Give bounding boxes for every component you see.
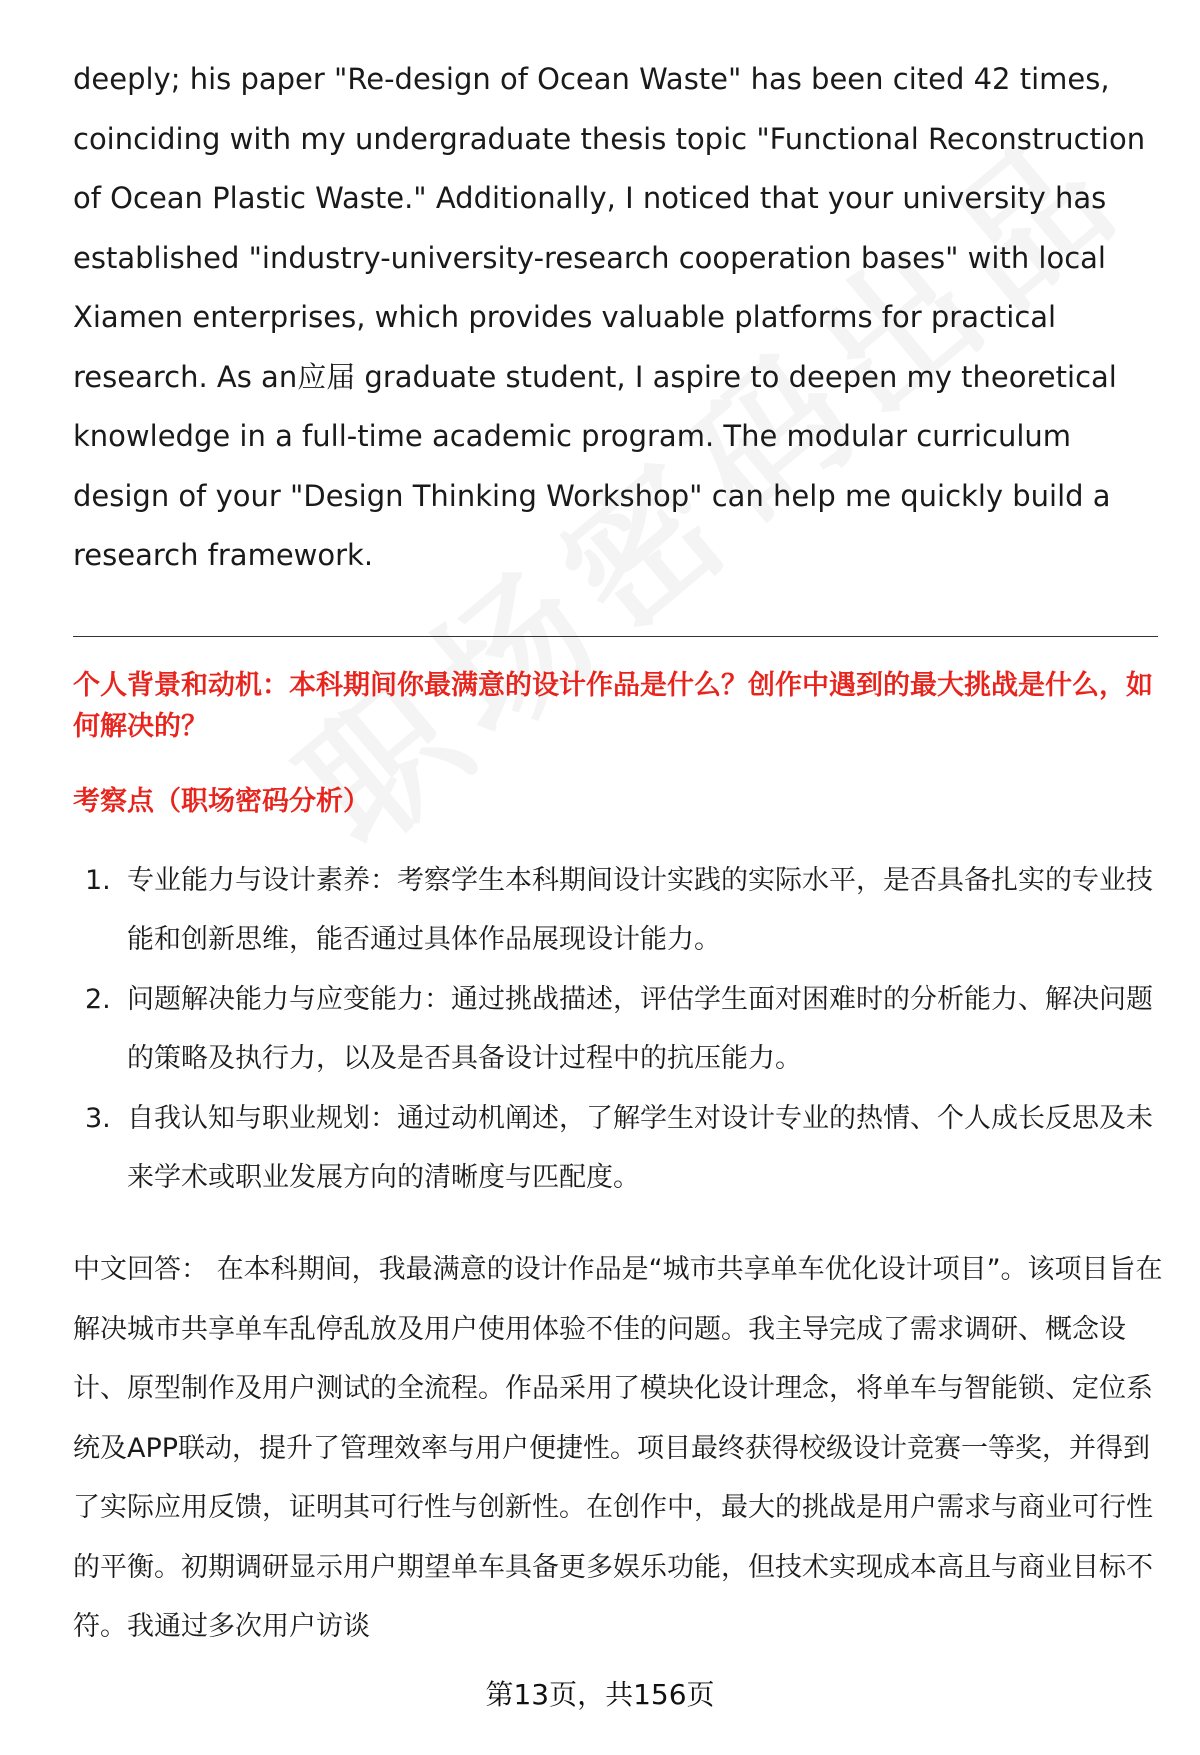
assessment-points-list — [73, 851, 1158, 1208]
chinese-answer-paragraph: 中文回答： 在本科期间，我最满意的设计作品是“城市共享单车优化设计项目”。该项目旨在解决城市共享单车乱停乱放及用户使用体验不佳的问题。我主导完成了需求调研、概念设计、原型制作及用户测试的全流程。作品采用了模块化设计理念，将单车与智能锁、定位系统及APP联动，提升了管理效率与用户便捷性。项目最终获得校级设计竞赛一等奖，并得到了实际应用反馈，证明其可行性与创新性。在创作中，最大的挑战是用户需求与商业可行性的平衡。初期调研显示用户期望单车具备更多娱乐功能，但技术实现成本高且与商业目标不符。我通过多次用户访谈 — [73, 1254, 1163, 1642]
list-item — [73, 851, 1158, 969]
question-heading: 个人背景和动机：本科期间你最满意的设计作品是什么？创作中遇到的最大挑战是什么，如何解决的？ — [73, 670, 1153, 742]
english-paragraph-block — [73, 50, 1158, 586]
list-text: 专业能力与设计素养：考察学生本科期间设计实践的实际水平，是否具备扎实的专业技能和创新思维，能否通过具体作品展现设计能力。 — [127, 865, 1153, 955]
list-number: 3. — [85, 1103, 111, 1134]
list-number: 2. — [85, 984, 111, 1015]
english-paragraph: deeply; his paper "Re-design of Ocean Waste" has been cited 42 times, coinciding with my undergraduate thesis topic "Functional Reconstruction of Ocean Plastic Waste." Additionally, I noticed that your university has established "industry-university-research cooperation bases" with local Xiamen enterprises, which provides valuable platforms for practical research. As an应届 graduate student, I aspire to deepen my theoretical knowledge in a full-time academic program. The modular curriculum design of your "Design Thinking Workshop" can help me quickly build a research framework. — [73, 62, 1146, 572]
list-text: 自我认知与职业规划：通过动机阐述，了解学生对设计专业的热情、个人成长反思及未来学术或职业发展方向的清晰度与匹配度。 — [127, 1103, 1153, 1193]
list-number: 1. — [85, 865, 111, 896]
analysis-subheading: 考察点（职场密码分析） — [73, 786, 370, 817]
section-divider — [73, 636, 1158, 637]
list-item — [73, 970, 1158, 1088]
list-text: 问题解决能力与应变能力：通过挑战描述，评估学生面对困难时的分析能力、解决问题的策略及执行力，以及是否具备设计过程中的抗压能力。 — [127, 984, 1153, 1074]
list-item — [73, 1089, 1158, 1207]
page-number-footer: 第13页，共156页 — [485, 1678, 715, 1711]
